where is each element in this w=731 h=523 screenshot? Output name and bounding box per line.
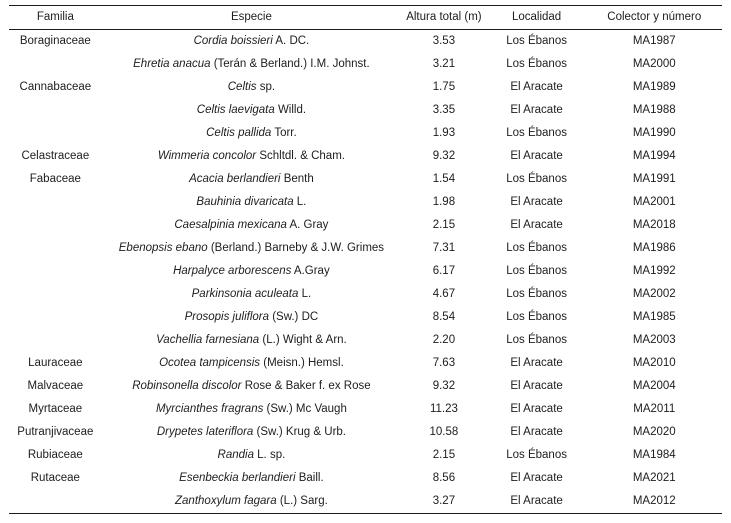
localidad-cell: El Aracate xyxy=(510,81,563,93)
localidad-cell: Los Ébanos xyxy=(506,58,567,70)
species-authority: sp. xyxy=(256,81,276,93)
especie-cell xyxy=(102,76,401,99)
species-authority: L. xyxy=(293,196,307,208)
table-row xyxy=(9,352,722,375)
species-authority: L. sp. xyxy=(253,449,286,461)
colector-cell: MA1991 xyxy=(632,173,676,185)
species-name: Zanthoxylum fagara xyxy=(175,495,277,507)
familia-cell: Malvaceae xyxy=(27,380,84,392)
table-row xyxy=(9,191,722,214)
species-authority: Torr. xyxy=(271,127,297,139)
header-localidad: Localidad xyxy=(487,6,587,30)
species-name: Celtis pallida xyxy=(206,127,272,139)
header-colector: Colector y número xyxy=(587,6,723,30)
species-authority: (L.) Wight & Arn. xyxy=(259,334,347,346)
table-row xyxy=(9,145,722,168)
altura-cell: 3.35 xyxy=(432,104,456,116)
altura-cell: 10.58 xyxy=(429,426,459,438)
species-name: Drypetes lateriflora xyxy=(156,426,254,438)
header-row xyxy=(9,6,722,30)
table-header xyxy=(9,6,722,30)
colector-cell: MA1988 xyxy=(632,104,676,116)
table-row xyxy=(9,490,722,514)
table-row xyxy=(9,306,722,329)
table-row xyxy=(9,398,722,421)
species-authority: (Sw.) DC xyxy=(269,311,319,323)
altura-cell: 9.32 xyxy=(432,150,456,162)
familia-cell: Fabaceae xyxy=(29,173,81,185)
localidad-cell: Los Ébanos xyxy=(506,173,567,185)
especie-cell xyxy=(102,398,401,421)
localidad-cell: El Aracate xyxy=(510,495,563,507)
localidad-cell: El Aracate xyxy=(510,426,563,438)
especie-cell xyxy=(102,99,401,122)
colector-cell: MA1989 xyxy=(632,81,676,93)
familia-cell: Myrtaceae xyxy=(28,403,83,415)
header-familia: Familia xyxy=(9,6,102,30)
altura-cell: 11.23 xyxy=(429,403,458,415)
species-name: Cordia boissieri xyxy=(193,35,273,47)
familia-cell: Celastraceae xyxy=(21,150,90,162)
species-name: Ocotea tampicensis xyxy=(159,357,261,369)
table-row xyxy=(9,444,722,467)
colector-cell: MA1990 xyxy=(632,127,676,139)
table-row xyxy=(9,53,722,76)
especie-cell xyxy=(102,30,401,54)
especie-cell xyxy=(102,490,401,514)
especie-cell xyxy=(102,352,401,375)
especie-cell xyxy=(102,444,401,467)
colector-cell: MA2018 xyxy=(632,219,676,231)
localidad-cell: Los Ébanos xyxy=(506,127,567,139)
especie-cell xyxy=(102,467,401,490)
localidad-cell: El Aracate xyxy=(510,150,563,162)
colector-cell: MA2011 xyxy=(633,403,676,415)
familia-cell xyxy=(9,329,102,352)
table-row xyxy=(9,421,722,444)
familia-cell: Putranjivaceae xyxy=(17,426,94,438)
colector-cell: MA1987 xyxy=(632,35,676,47)
colector-cell: MA2004 xyxy=(632,380,676,392)
especie-cell xyxy=(102,122,401,145)
altura-cell: 8.56 xyxy=(432,472,456,484)
familia-cell xyxy=(9,260,102,283)
species-name: Wimmeria concolor xyxy=(157,150,257,162)
species-authority: A. DC. xyxy=(272,35,310,47)
localidad-cell: El Aracate xyxy=(510,104,563,116)
altura-cell: 1.54 xyxy=(432,173,456,185)
familia-cell: Rutaceae xyxy=(30,472,80,484)
table-row xyxy=(9,329,722,352)
localidad-cell: Los Ébanos xyxy=(506,449,567,461)
familia-cell xyxy=(9,53,102,76)
species-name: Randia xyxy=(217,449,254,461)
especie-cell xyxy=(102,191,401,214)
familia-cell xyxy=(9,306,102,329)
colector-cell: MA2003 xyxy=(632,334,676,346)
colector-cell: MA1992 xyxy=(632,265,676,277)
colector-cell: MA1986 xyxy=(632,242,676,254)
species-name: Bauhinia divaricata xyxy=(196,196,294,208)
species-name: Ebenopsis ebano xyxy=(118,242,208,254)
altura-cell: 7.63 xyxy=(432,357,456,369)
localidad-cell: Los Ébanos xyxy=(506,242,567,254)
localidad-cell: El Aracate xyxy=(510,219,563,231)
colector-cell: MA2010 xyxy=(632,357,676,369)
table-row xyxy=(9,283,722,306)
table-body xyxy=(9,30,722,514)
header-especie: Especie xyxy=(102,6,401,30)
species-authority: Willd. xyxy=(274,104,307,116)
familia-cell xyxy=(9,237,102,260)
localidad-cell: El Aracate xyxy=(510,403,563,415)
localidad-cell: El Aracate xyxy=(510,472,563,484)
colector-cell: MA2020 xyxy=(632,426,676,438)
species-name: Parkinsonia aculeata xyxy=(191,288,299,300)
altura-cell: 2.15 xyxy=(432,219,456,231)
species-name: Acacia berlandieri xyxy=(189,173,281,185)
especie-cell xyxy=(102,375,401,398)
altura-cell: 3.27 xyxy=(432,495,456,507)
species-authority: L. xyxy=(298,288,312,300)
species-name: Ehretia anacua xyxy=(133,58,211,70)
species-table xyxy=(9,5,722,514)
species-name: Caesalpinia mexicana xyxy=(174,219,287,231)
species-authority: (L.) Sarg. xyxy=(276,495,328,507)
familia-cell xyxy=(9,122,102,145)
altura-cell: 4.67 xyxy=(432,288,456,300)
table-row xyxy=(9,214,722,237)
table-row xyxy=(9,168,722,191)
localidad-cell: El Aracate xyxy=(510,380,563,392)
table-row xyxy=(9,467,722,490)
localidad-cell: Los Ébanos xyxy=(506,334,567,346)
species-authority: Baill. xyxy=(295,472,324,484)
species-authority: Schltdl. & Cham. xyxy=(256,150,345,162)
especie-cell xyxy=(102,260,401,283)
altura-cell: 6.17 xyxy=(432,265,456,277)
altura-cell: 9.32 xyxy=(432,380,456,392)
localidad-cell: Los Ébanos xyxy=(506,288,567,300)
localidad-cell: El Aracate xyxy=(510,196,563,208)
species-name: Vachellia farnesiana xyxy=(156,334,260,346)
familia-cell: Lauraceae xyxy=(28,357,83,369)
table-row xyxy=(9,260,722,283)
localidad-cell: Los Ébanos xyxy=(506,35,567,47)
familia-cell xyxy=(9,99,102,122)
colector-cell: MA2000 xyxy=(632,58,676,70)
table-row xyxy=(9,99,722,122)
familia-cell: Boraginaceae xyxy=(19,35,91,47)
altura-cell: 1.98 xyxy=(432,196,456,208)
altura-cell: 8.54 xyxy=(432,311,456,323)
table-row xyxy=(9,237,722,260)
altura-cell: 2.20 xyxy=(432,334,456,346)
species-authority: Benth xyxy=(280,173,314,185)
familia-cell: Cannabaceae xyxy=(19,81,92,93)
colector-cell: MA1994 xyxy=(632,150,676,162)
species-authority: (Sw.) Krug & Urb. xyxy=(253,426,346,438)
colector-cell: MA2021 xyxy=(632,472,676,484)
especie-cell xyxy=(102,306,401,329)
species-authority: (Berland.) Barneby & J.W. Grimes xyxy=(207,242,385,254)
species-authority: A. Gray xyxy=(286,219,329,231)
species-name: Prosopis juliflora xyxy=(184,311,269,323)
altura-cell: 3.53 xyxy=(432,35,456,47)
species-name: Esenbeckia berlandieri xyxy=(179,472,296,484)
species-name: Celtis laevigata xyxy=(196,104,275,116)
altura-cell: 7.31 xyxy=(432,242,456,254)
familia-cell xyxy=(9,191,102,214)
familia-cell xyxy=(9,490,102,514)
species-authority: A.Gray xyxy=(291,265,330,277)
species-authority: (Terán & Berland.) I.M. Johnst. xyxy=(210,58,370,70)
table-row xyxy=(9,30,722,54)
familia-cell xyxy=(9,283,102,306)
localidad-cell: El Aracate xyxy=(510,357,563,369)
colector-cell: MA1985 xyxy=(632,311,676,323)
colector-cell: MA2001 xyxy=(632,196,676,208)
especie-cell xyxy=(102,237,401,260)
especie-cell xyxy=(102,145,401,168)
species-name: Celtis xyxy=(227,81,257,93)
species-authority: Rose & Baker f. ex Rose xyxy=(241,380,371,392)
species-name: Myrcianthes fragrans xyxy=(155,403,264,415)
familia-cell xyxy=(9,214,102,237)
species-authority: (Meisn.) Hemsl. xyxy=(260,357,344,369)
altura-cell: 2.15 xyxy=(432,449,456,461)
colector-cell: MA2012 xyxy=(632,495,676,507)
localidad-cell: Los Ébanos xyxy=(506,265,567,277)
especie-cell xyxy=(102,168,401,191)
especie-cell xyxy=(102,53,401,76)
header-altura: Altura total (m) xyxy=(401,6,487,30)
especie-cell xyxy=(102,329,401,352)
table-row xyxy=(9,76,722,99)
colector-cell: MA1984 xyxy=(632,449,676,461)
localidad-cell: Los Ébanos xyxy=(506,311,567,323)
altura-cell: 1.93 xyxy=(432,127,456,139)
especie-cell xyxy=(102,214,401,237)
especie-cell xyxy=(102,421,401,444)
especie-cell xyxy=(102,283,401,306)
table-row xyxy=(9,375,722,398)
species-name: Harpalyce arborescens xyxy=(173,265,292,277)
familia-cell: Rubiaceae xyxy=(27,449,83,461)
altura-cell: 1.75 xyxy=(432,81,456,93)
species-name: Robinsonella discolor xyxy=(132,380,242,392)
species-authority: (Sw.) Mc Vaugh xyxy=(263,403,347,415)
colector-cell: MA2002 xyxy=(632,288,676,300)
table-row xyxy=(9,122,722,145)
altura-cell: 3.21 xyxy=(432,58,456,70)
